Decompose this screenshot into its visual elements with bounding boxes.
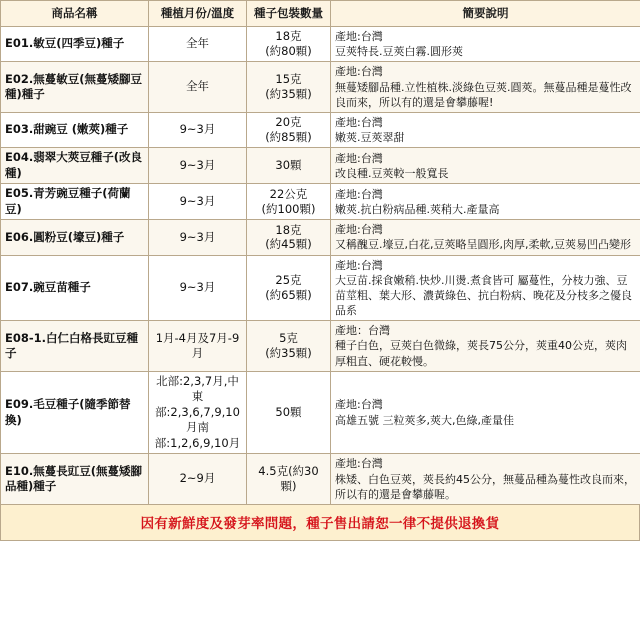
product-name: E02.無蔓敏豆(無蔓矮腳豆種)種子: [1, 62, 149, 113]
description: [331, 454, 640, 505]
description-line: 產地:台灣: [335, 30, 383, 43]
description-line: 大豆苗.採食嫩稍.快炒.川燙.煮食皆可 屬蔓性，分枝力強、豆苗莖粗、葉大形、濃黃綠色、抗白粉病、晚花及分枝多之優良品系: [335, 273, 632, 318]
table-header-row: [1, 1, 640, 27]
description-line: 產地:台灣: [335, 398, 383, 412]
planting-month: 9~3月: [149, 184, 247, 220]
column-header-description: 簡要說明: [331, 1, 640, 27]
description-line: 產地:台灣: [335, 65, 383, 79]
package-quantity: [247, 255, 331, 321]
table-row: [1, 62, 640, 113]
description: [331, 148, 640, 184]
product-name: E10.無蔓長豇豆(無蔓矮腳品種)種子: [1, 454, 149, 505]
planting-month: 9~3月: [149, 112, 247, 147]
description-line: 又稱醜豆.壕豆,白花,豆莢略呈圓形,肉厚,柔軟,豆莢易凹凸變形: [335, 238, 631, 252]
quantity-sub: (約100顆): [261, 201, 316, 216]
quantity-main: 18克: [275, 29, 302, 44]
description: [331, 371, 640, 454]
quantity-sub: (約85顆): [265, 130, 312, 145]
package-quantity: [247, 220, 331, 255]
product-name: E06.圓粉豆(壕豆)種子: [1, 220, 149, 255]
footer-notice-text: 因有新鮮度及發芽率問題，種子售出請恕一律不提供退換貨: [140, 515, 500, 532]
product-name: E07.豌豆苗種子: [1, 255, 149, 321]
description-line: 產地:台灣: [335, 187, 383, 201]
description: [331, 112, 640, 147]
quantity-sub: (約35顆): [265, 346, 312, 361]
product-name: E04.翡翠大莢豆種子(改良種): [1, 148, 149, 184]
table-row: [1, 255, 640, 321]
table-row: [1, 184, 640, 220]
description: [331, 184, 640, 220]
product-name: E05.青芳豌豆種子(荷蘭豆): [1, 184, 149, 220]
description-line: 產地:台灣: [335, 457, 383, 471]
quantity-main: 30顆: [275, 158, 302, 173]
quantity-main: 5克: [279, 331, 298, 346]
description-line: 豆莢特長.豆莢白霧.圓形莢: [335, 45, 463, 59]
quantity-main: 4.5克(約30顆): [258, 464, 319, 494]
planting-month: 9~3月: [149, 255, 247, 321]
package-quantity: [247, 27, 331, 62]
quantity-sub: (約45顆): [265, 237, 312, 252]
footer-notice-bar: [0, 505, 640, 541]
description-line: 嫩莢.抗白粉病品種.莢稍大.產量高: [335, 202, 500, 216]
quantity-sub: (約35顆): [265, 87, 312, 102]
table-body: [1, 27, 640, 505]
package-quantity: [247, 62, 331, 113]
planting-month: 1月-4月及7月-9月: [149, 321, 247, 372]
description: [331, 220, 640, 255]
description-line: 改良種.豆莢較一般寬長: [335, 166, 449, 180]
quantity-main: 20克: [275, 115, 302, 130]
column-header-quantity: 種子包裝數量: [247, 1, 331, 27]
planting-month: 全年: [149, 27, 247, 62]
column-header-name: 商品名稱: [1, 1, 149, 27]
package-quantity: [247, 371, 331, 454]
planting-month: 全年: [149, 62, 247, 113]
product-name: E01.敏豆(四季豆)種子: [1, 27, 149, 62]
description-line: 產地:台灣: [335, 115, 383, 129]
table-row: [1, 220, 640, 255]
description-line: 產地:台灣: [335, 151, 383, 165]
quantity-sub: (約80顆): [265, 44, 312, 59]
product-name: E09.毛豆種子(隨季節替換): [1, 371, 149, 454]
description: [331, 321, 640, 372]
quantity-main: 50顆: [275, 405, 302, 420]
planting-month: 9~3月: [149, 220, 247, 255]
quantity-main: 25克: [275, 273, 302, 288]
quantity-main: 22公克: [269, 186, 308, 201]
product-name: E03.甜豌豆 (嫩莢)種子: [1, 112, 149, 147]
planting-month: 北部:2,3,7月,中東部:2,3,6,7,9,10月南部:1,2,6,9,10月: [149, 371, 247, 454]
description-line: 高雄五號 三粒莢多,莢大,色綠,產量佳: [335, 413, 514, 427]
package-quantity: [247, 321, 331, 372]
package-quantity: [247, 454, 331, 505]
description-line: 株矮、白色豆莢，莢長約45公分，無蔓品種為蔓性改良而來，所以有的還是會攀藤喔。: [335, 472, 635, 501]
planting-month: 9~3月: [149, 148, 247, 184]
table-row: [1, 371, 640, 454]
package-quantity: [247, 148, 331, 184]
description-line: 種子白色，豆莢白色微綠，莢長75公分，莢重40公克，莢肉厚粗直、硬花較慢。: [335, 339, 627, 368]
description: [331, 255, 640, 321]
package-quantity: [247, 112, 331, 147]
column-header-month: 種植月份/溫度: [149, 1, 247, 27]
description: [331, 27, 640, 62]
description-line: 產地:台灣: [335, 223, 383, 237]
table-row: [1, 27, 640, 62]
table-row: [1, 454, 640, 505]
quantity-main: 15克: [275, 72, 302, 87]
product-name: E08-1.白仁白格長豇豆種子: [1, 321, 149, 372]
planting-month: 2~9月: [149, 454, 247, 505]
table-header: [1, 1, 640, 27]
quantity-sub: (約65顆): [265, 287, 312, 302]
description-line: 產地：台灣: [335, 324, 390, 338]
package-quantity: [247, 184, 331, 220]
description-line: 嫩莢.豆莢翠甜: [335, 131, 405, 145]
description-line: 無蔓矮腳品種.立性植株.淡綠色豆莢.圓莢。無蔓品種是蔓性改良而來，所以有的還是會攀藤喔!: [335, 80, 632, 109]
table-row: [1, 148, 640, 184]
table-row: [1, 321, 640, 372]
table-row: [1, 112, 640, 147]
description-line: 產地:台灣: [335, 258, 383, 272]
description: [331, 62, 640, 113]
quantity-main: 18克: [275, 222, 302, 237]
